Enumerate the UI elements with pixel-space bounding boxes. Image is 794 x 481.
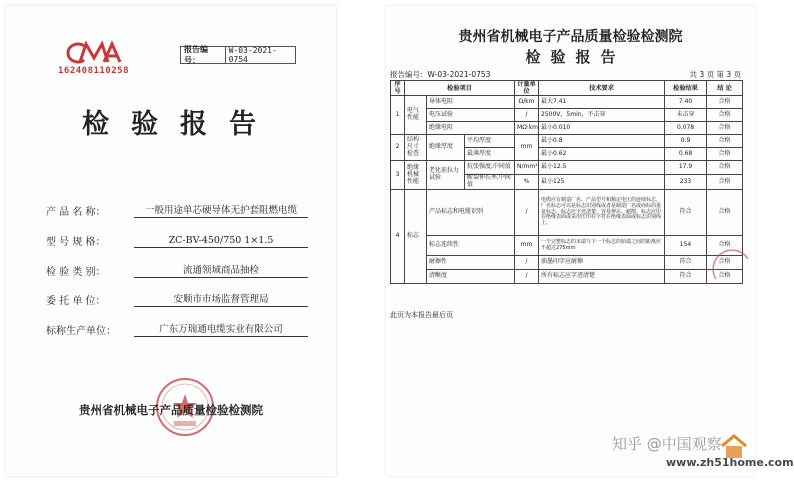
cell-unit: / <box>515 109 539 122</box>
zhihu-watermark: 知乎 @中国观察 <box>612 435 722 453</box>
cell-no: 2 <box>391 135 405 161</box>
cell-requirement: 最小0.62 <box>539 148 665 161</box>
table-row <box>391 122 743 135</box>
cell-unit: MΩ·km <box>515 122 539 135</box>
cell-result: 未击穿 <box>665 109 707 122</box>
cell-requirement: 所有标志应字迹清楚 <box>539 270 665 284</box>
report-number-box <box>180 46 296 64</box>
report-subtitle: 检验报告 <box>525 48 626 66</box>
cell-requirement: 2500V，5min，不击穿 <box>539 109 665 122</box>
field-manufacturer <box>46 321 308 337</box>
cell-item: 产品标志和电缆识别 <box>427 190 515 236</box>
cell-no: 4 <box>391 190 405 284</box>
field-value: 安顺市市场监督管理局 <box>134 291 308 307</box>
cell-requirement: 电缆应有制造厂名、产品型号和额定电压的连续标志，厂名标志可以是标志识别线或者是制造厂名或商标的重复标志，标志应字迹清楚、容易辨认、耐擦。标志应印在绝缘表面或采用压印在字符在绝缘表面或标志识别线上。 <box>539 190 665 236</box>
cell-result: 符合 <box>665 190 707 236</box>
cell-unit: mm <box>515 135 539 161</box>
cell-result: 符合 <box>665 256 707 270</box>
table-row <box>391 161 743 175</box>
cell-requirement: 最大7.41 <box>539 96 665 109</box>
cell-requirement: 最小0.010 <box>539 122 665 135</box>
cell-requirement: 油墨印字应耐擦 <box>539 256 665 270</box>
cell-requirement: 一个完整标志的末端与下一个标志的始端之间的距离应不超过275mm <box>539 236 665 256</box>
table-row <box>391 190 743 236</box>
cell-item: 电压试验 <box>427 109 515 122</box>
cell-group: 绝缘机械性能 <box>405 161 427 190</box>
cell-no: 1 <box>391 96 405 135</box>
report-cover-page <box>6 6 336 476</box>
cell-result: 17.9 <box>665 161 707 175</box>
field-entrusting-unit <box>46 291 308 307</box>
table-row <box>391 109 743 122</box>
table-row <box>391 135 743 148</box>
cell-item: 绝缘电阻 <box>427 122 515 135</box>
header-result: 检验结果 <box>665 81 707 96</box>
cell-result: 符合 <box>665 270 707 284</box>
field-label: 产 品 名 称： <box>46 207 106 218</box>
cell-verdict: 合格 <box>707 135 743 148</box>
cell-unit: N/mm² <box>515 161 539 175</box>
table-row <box>391 236 743 256</box>
cell-verdict: 合格 <box>707 236 743 256</box>
cell-verdict: 合格 <box>707 109 743 122</box>
cell-unit: Ω/km <box>515 96 539 109</box>
cell-item: 绝缘厚度 <box>427 135 465 161</box>
cell-result: 0.078 <box>665 122 707 135</box>
cell-verdict: 合格 <box>707 175 743 190</box>
cell-verdict: 合格 <box>707 161 743 175</box>
field-value: 流通领域商品抽检 <box>134 262 308 278</box>
cell-result: 7.40 <box>665 96 707 109</box>
cell-subitem: 平均厚度 <box>465 135 515 148</box>
field-value: ZC-BV-450/750 1×1.5 <box>134 235 308 248</box>
cell-item: 耐擦性 <box>427 256 515 270</box>
results-table <box>390 80 743 284</box>
field-label: 型 号 规 格： <box>46 237 106 248</box>
official-seal-icon <box>710 249 754 293</box>
cell-group: 电气性能 <box>405 96 427 135</box>
last-page-note: 此页为本报告最后页 <box>390 311 453 319</box>
header-item: 检验项目 <box>405 81 515 96</box>
header-unit: 计量单位 <box>515 81 539 96</box>
cma-logo-icon <box>64 40 124 66</box>
header-verdict: 结 论 <box>707 81 743 96</box>
cell-unit: / <box>515 190 539 236</box>
organization-title: 贵州省机械电子产品质量检验检测院 <box>458 29 683 45</box>
field-model-spec <box>46 232 308 248</box>
cell-unit: / <box>515 256 539 270</box>
cma-number: 162408110258 <box>58 66 130 76</box>
table-row <box>391 270 743 284</box>
cell-no: 3 <box>391 161 405 190</box>
table-row <box>391 256 743 270</box>
report-number-label: 报告编号： <box>181 47 226 63</box>
field-value: 广东万瑞通电缆实业有限公司 <box>134 321 308 337</box>
cell-result: 154 <box>665 236 707 256</box>
cell-requirement: 最小125 <box>539 175 665 190</box>
report-results-page <box>386 6 755 476</box>
report-number-value: W-03-2021-0754 <box>228 46 277 64</box>
cell-verdict: 合格 <box>707 256 743 270</box>
cell-group: 标志 <box>405 190 427 284</box>
cell-verdict: 合格 <box>707 270 743 284</box>
cell-result: 233 <box>665 175 707 190</box>
site-url-watermark: www.zh51home.com <box>666 456 794 469</box>
cell-item: 清晰度 <box>427 270 515 284</box>
cell-requirement: 最小0.8 <box>539 135 665 148</box>
report-title: 检验报告 <box>82 109 278 140</box>
header-requirement: 技术要求 <box>539 81 665 96</box>
page-info: 共 3 页 第 3 页 <box>689 70 741 79</box>
table-row <box>391 96 743 109</box>
cell-verdict: 合格 <box>707 96 743 109</box>
cell-verdict: 合格 <box>707 122 743 135</box>
cell-group: 结构尺寸检查 <box>405 135 427 161</box>
table-header-row <box>391 81 743 96</box>
cell-subitem: 断裂伸长率,中间值 <box>465 175 515 190</box>
field-product-name <box>46 202 308 218</box>
field-label: 标称生产单位： <box>46 326 116 337</box>
field-inspection-type <box>46 262 308 278</box>
cell-item: 导体电阻 <box>427 96 515 109</box>
cell-item: 老化前拉力试验 <box>427 161 465 190</box>
cell-requirement: 最小12.5 <box>539 161 665 175</box>
cell-verdict: 合格 <box>707 148 743 161</box>
cell-subitem: 最薄厚度 <box>465 148 515 161</box>
cell-result: 0.9 <box>665 135 707 148</box>
cell-result: 0.68 <box>665 148 707 161</box>
cell-verdict: 合格 <box>707 190 743 236</box>
header-no: 序号 <box>391 81 405 96</box>
cell-item: 标志连续性 <box>427 236 515 256</box>
field-label: 检 验 类 别： <box>46 267 106 278</box>
cell-unit: mm <box>515 236 539 256</box>
cell-unit: / <box>515 270 539 284</box>
field-label: 委 托 单 位： <box>46 296 106 307</box>
issuing-organization: 贵州省机械电子产品质量检验检测院 <box>79 403 263 417</box>
field-value: 一般用途单芯硬导体无护套阻燃电缆 <box>134 202 308 218</box>
report-number: 报告编号：W-03-2021-0753 <box>390 70 491 79</box>
cell-unit: % <box>515 175 539 190</box>
cell-subitem: 抗张强度,中间值 <box>465 161 515 175</box>
